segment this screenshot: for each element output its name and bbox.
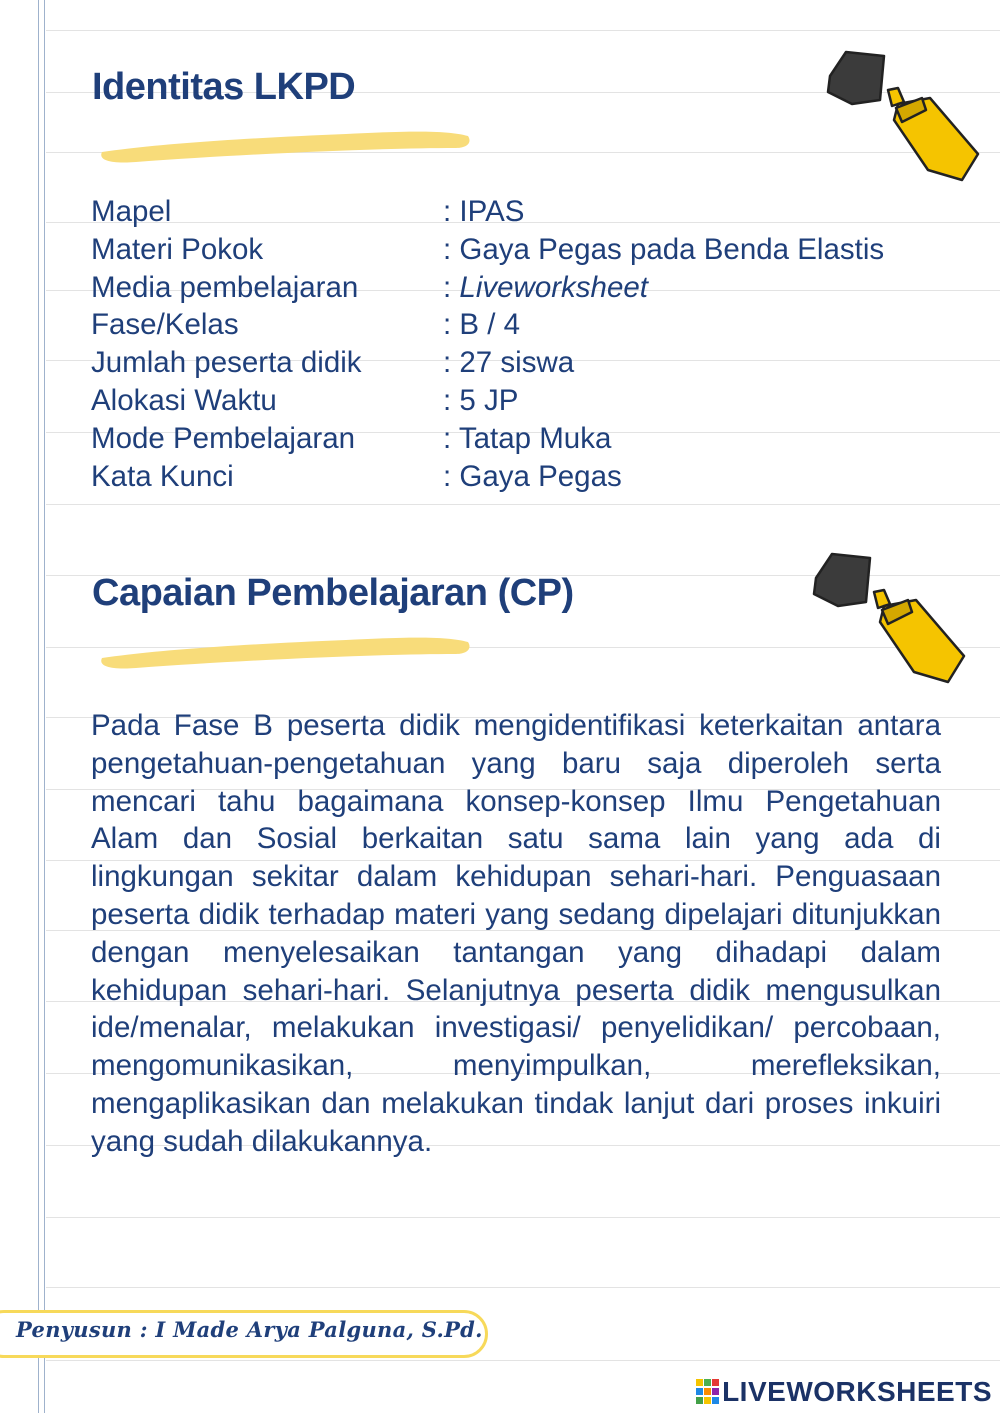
identity-table (91, 193, 884, 495)
highlighter-marker-icon (808, 548, 968, 688)
identity-row (91, 193, 884, 231)
identity-row (91, 420, 884, 458)
identity-row (91, 231, 884, 269)
row-label: Kata Kunci (91, 459, 234, 493)
row-value-prefix: : (443, 270, 460, 304)
row-label: Materi Pokok (91, 232, 264, 266)
row-label: Jumlah peserta didik (91, 346, 362, 380)
identity-row (91, 458, 884, 496)
liveworksheets-logo-icon (696, 1379, 720, 1405)
brand-name: LIVEWORKSHEETS (722, 1376, 992, 1407)
section-heading-identitas: Identitas LKPD (92, 66, 356, 108)
highlight-stroke (96, 630, 476, 670)
highlighter-marker-icon (822, 46, 982, 186)
row-label: Mapel (91, 195, 172, 228)
identity-row (91, 306, 884, 344)
row-value: : 5 JP (443, 383, 519, 417)
row-label: Alokasi Waktu (91, 383, 277, 417)
margin-line (38, 0, 39, 1413)
identity-row (91, 269, 884, 307)
row-value: : Gaya Pegas (443, 459, 622, 493)
row-value: : B / 4 (443, 308, 521, 342)
row-label: Media pembelajaran (91, 270, 359, 304)
liveworksheets-brand[interactable] (696, 1376, 992, 1408)
cp-paragraph: Pada Fase B peserta didik mengidentifikasi keterkaitan antara pengetahuan-pengetahuan yang baru saja diperoleh serta mencari tahu bagaimana konsep-konsep Ilmu Pengetahuan Alam dan Sosial berkaitan satu sama lain yang ada di lingkungan sekitar dalam kehidupan sehari-hari. Penguasaan peserta didik terhadap materi yang sedang dipelajari ditunjukkan dengan menyelesaikan tantangan yang dihadapi dalam kehidupan sehari-hari. Selanjutnya peserta didik mengusulkan ide/menalar, melakukan investigasi/ penyelidikan/ percobaan, mengomunikasikan, menyimpulkan, merefleksikan, mengaplikasikan dan melakukan tindak lanjut dari proses inkuiri yang sudah dilakukannya. (91, 709, 941, 1158)
row-label: Fase/Kelas (91, 308, 239, 342)
row-label: Mode Pembelajaran (91, 421, 356, 455)
row-value: : IPAS (443, 195, 525, 228)
row-value: : Gaya Pegas pada Benda Elastis (443, 232, 885, 266)
section-heading-capaian: Capaian Pembelajaran (CP) (92, 572, 574, 614)
row-value: Liveworksheet (459, 270, 648, 304)
author-text: Penyusun : I Made Arya Palguna, S.Pd. (16, 1317, 483, 1342)
identity-row (91, 344, 884, 382)
margin-line (44, 0, 45, 1413)
identity-row (91, 382, 884, 420)
highlight-stroke (96, 124, 476, 164)
row-value: : Tatap Muka (443, 421, 612, 455)
row-value: : 27 siswa (443, 346, 575, 380)
